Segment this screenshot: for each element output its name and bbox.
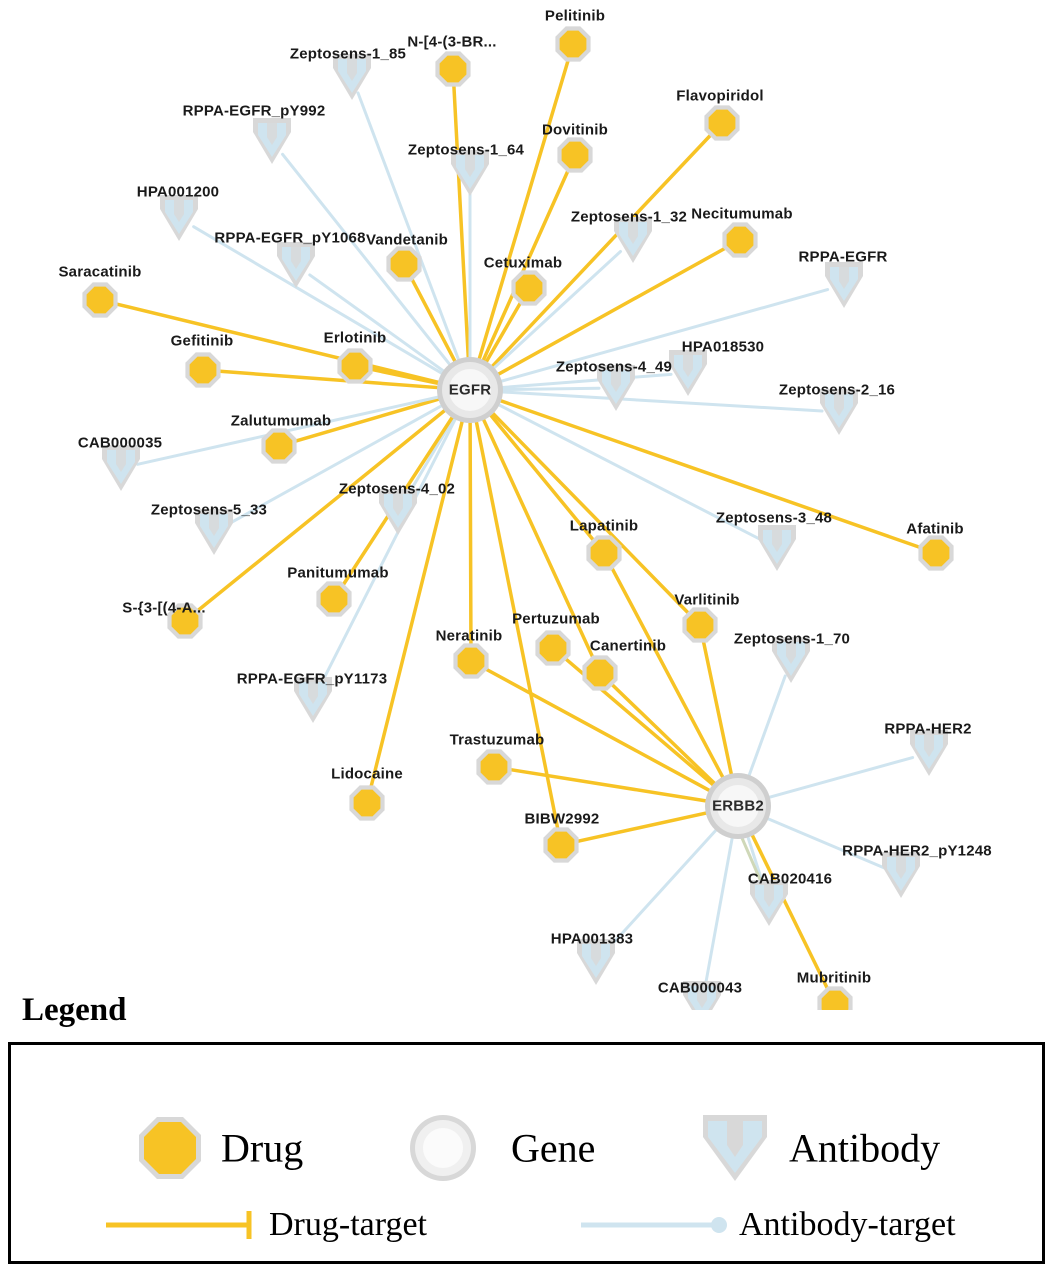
legend-gene-icon xyxy=(410,1115,476,1181)
edge xyxy=(501,374,671,387)
drug-node[interactable] xyxy=(543,827,578,862)
antibody-node[interactable] xyxy=(160,195,198,241)
drug-node[interactable] xyxy=(582,655,617,690)
gene-label-egfr: EGFR xyxy=(448,381,492,399)
node-label: Necitumumab xyxy=(691,205,793,223)
edge xyxy=(499,400,920,547)
node-label: Afatinib xyxy=(906,520,964,538)
node-label: Lidocaine xyxy=(331,765,403,783)
node-label: BIBW2992 xyxy=(524,810,600,828)
drug-node[interactable] xyxy=(682,607,717,642)
node-label: Erlotinib xyxy=(323,329,387,347)
legend-box xyxy=(8,1042,1045,1264)
edge xyxy=(492,412,688,613)
antibody-node[interactable] xyxy=(758,525,796,571)
legend-drug-edge-icon xyxy=(106,1211,251,1239)
drug-node[interactable] xyxy=(316,581,351,616)
edge xyxy=(454,86,468,359)
drug-node[interactable] xyxy=(261,428,296,463)
drug-node[interactable] xyxy=(185,352,220,387)
legend-antibody-icon xyxy=(703,1115,767,1181)
node-label: Lapatinib xyxy=(569,517,639,535)
node-label: Pelitinib xyxy=(544,7,606,25)
drug-node[interactable] xyxy=(337,348,372,383)
antibody-node[interactable] xyxy=(277,242,315,288)
legend-label-antibody: Antibody xyxy=(789,1125,941,1171)
edge xyxy=(372,369,440,383)
gene-label-erbb2: ERBB2 xyxy=(712,797,764,815)
drug-node[interactable] xyxy=(817,986,852,1010)
node-label: CAB020416 xyxy=(747,870,833,888)
legend-label-antibody-target: Antibody-target xyxy=(739,1206,956,1243)
node-label: Zeptosens-4_02 xyxy=(338,480,456,498)
drug-node[interactable] xyxy=(586,535,621,570)
drug-node[interactable] xyxy=(535,630,570,665)
drug-node[interactable] xyxy=(557,137,592,172)
antibody-node[interactable] xyxy=(669,350,707,396)
drug-node[interactable] xyxy=(476,749,511,784)
edge xyxy=(479,60,568,360)
node-label: Gefitinib xyxy=(170,332,234,350)
node-label: Zeptosens-5_33 xyxy=(150,501,268,519)
node-label: Saracatinib xyxy=(58,263,142,281)
antibody-node[interactable] xyxy=(102,445,140,491)
node-label: CAB000035 xyxy=(77,434,163,452)
drug-node[interactable] xyxy=(453,643,488,678)
edge xyxy=(705,836,732,987)
node-label: Zeptosens-4_49 xyxy=(555,358,673,376)
node-label: Panitumumab xyxy=(287,564,389,582)
node-label: Pertuzumab xyxy=(512,610,600,628)
node-label: HPA018530 xyxy=(681,338,765,356)
node-label: Zalutumumab xyxy=(230,412,332,430)
legend-drug-icon xyxy=(139,1117,201,1179)
edge xyxy=(749,676,786,777)
node-label: Cetuximab xyxy=(483,254,563,272)
node-label: N-[4-(3-BR... xyxy=(407,33,497,51)
node-label: Neratinib xyxy=(435,627,503,645)
node-label: Varlitinib xyxy=(674,591,740,609)
node-label: Zeptosens-1_32 xyxy=(570,208,688,226)
node-label: RPPA-EGFR_pY1068 xyxy=(214,229,366,247)
node-label: Zeptosens-3_48 xyxy=(715,509,833,527)
node-label: Flavopiridol xyxy=(676,87,764,105)
edge xyxy=(470,421,471,644)
node-label: RPPA-HER2 xyxy=(884,720,972,738)
edge xyxy=(501,388,599,389)
drug-node[interactable] xyxy=(555,26,590,61)
node-label: RPPA-EGFR_pY1173 xyxy=(236,670,388,688)
drug-node[interactable] xyxy=(82,282,117,317)
node-label: Canertinib xyxy=(589,637,667,655)
node-label: HPA001383 xyxy=(550,930,634,948)
node-label: S-{3-[(4-A... xyxy=(122,599,206,617)
drug-node[interactable] xyxy=(511,270,546,305)
drug-node[interactable] xyxy=(704,105,739,140)
node-label: RPPA-EGFR_pY992 xyxy=(182,102,326,120)
drug-node[interactable] xyxy=(722,222,757,257)
node-label: Zeptosens-1_64 xyxy=(407,141,525,159)
node-label: Mubritinib xyxy=(796,969,872,987)
antibody-node[interactable] xyxy=(825,262,863,308)
node-label: RPPA-EGFR xyxy=(798,248,888,266)
node-label: Zeptosens-1_85 xyxy=(289,45,407,63)
node-label: Dovitinib xyxy=(542,121,608,139)
drug-node[interactable] xyxy=(435,51,470,86)
node-label: Zeptosens-2_16 xyxy=(778,381,896,399)
drug-node[interactable] xyxy=(918,535,953,570)
node-label: HPA001200 xyxy=(136,183,220,201)
drug-node[interactable] xyxy=(349,785,384,820)
node-label: Zeptosens-1_70 xyxy=(733,630,851,648)
legend-label-drug: Drug xyxy=(221,1125,304,1171)
node-label: RPPA-HER2_pY1248 xyxy=(842,842,992,860)
node-label: CAB000043 xyxy=(657,979,743,997)
legend-label-drug-target: Drug-target xyxy=(269,1206,427,1243)
node-label: Vandetanib xyxy=(365,231,449,249)
legend-title: Legend xyxy=(22,992,127,1028)
legend-antibody-edge-icon xyxy=(581,1217,727,1233)
edge xyxy=(501,392,822,411)
node-label: Trastuzumab xyxy=(449,731,545,749)
edge xyxy=(703,642,731,776)
edge xyxy=(768,758,913,798)
drug-node[interactable] xyxy=(386,246,421,281)
legend-label-gene: Gene xyxy=(511,1125,596,1171)
